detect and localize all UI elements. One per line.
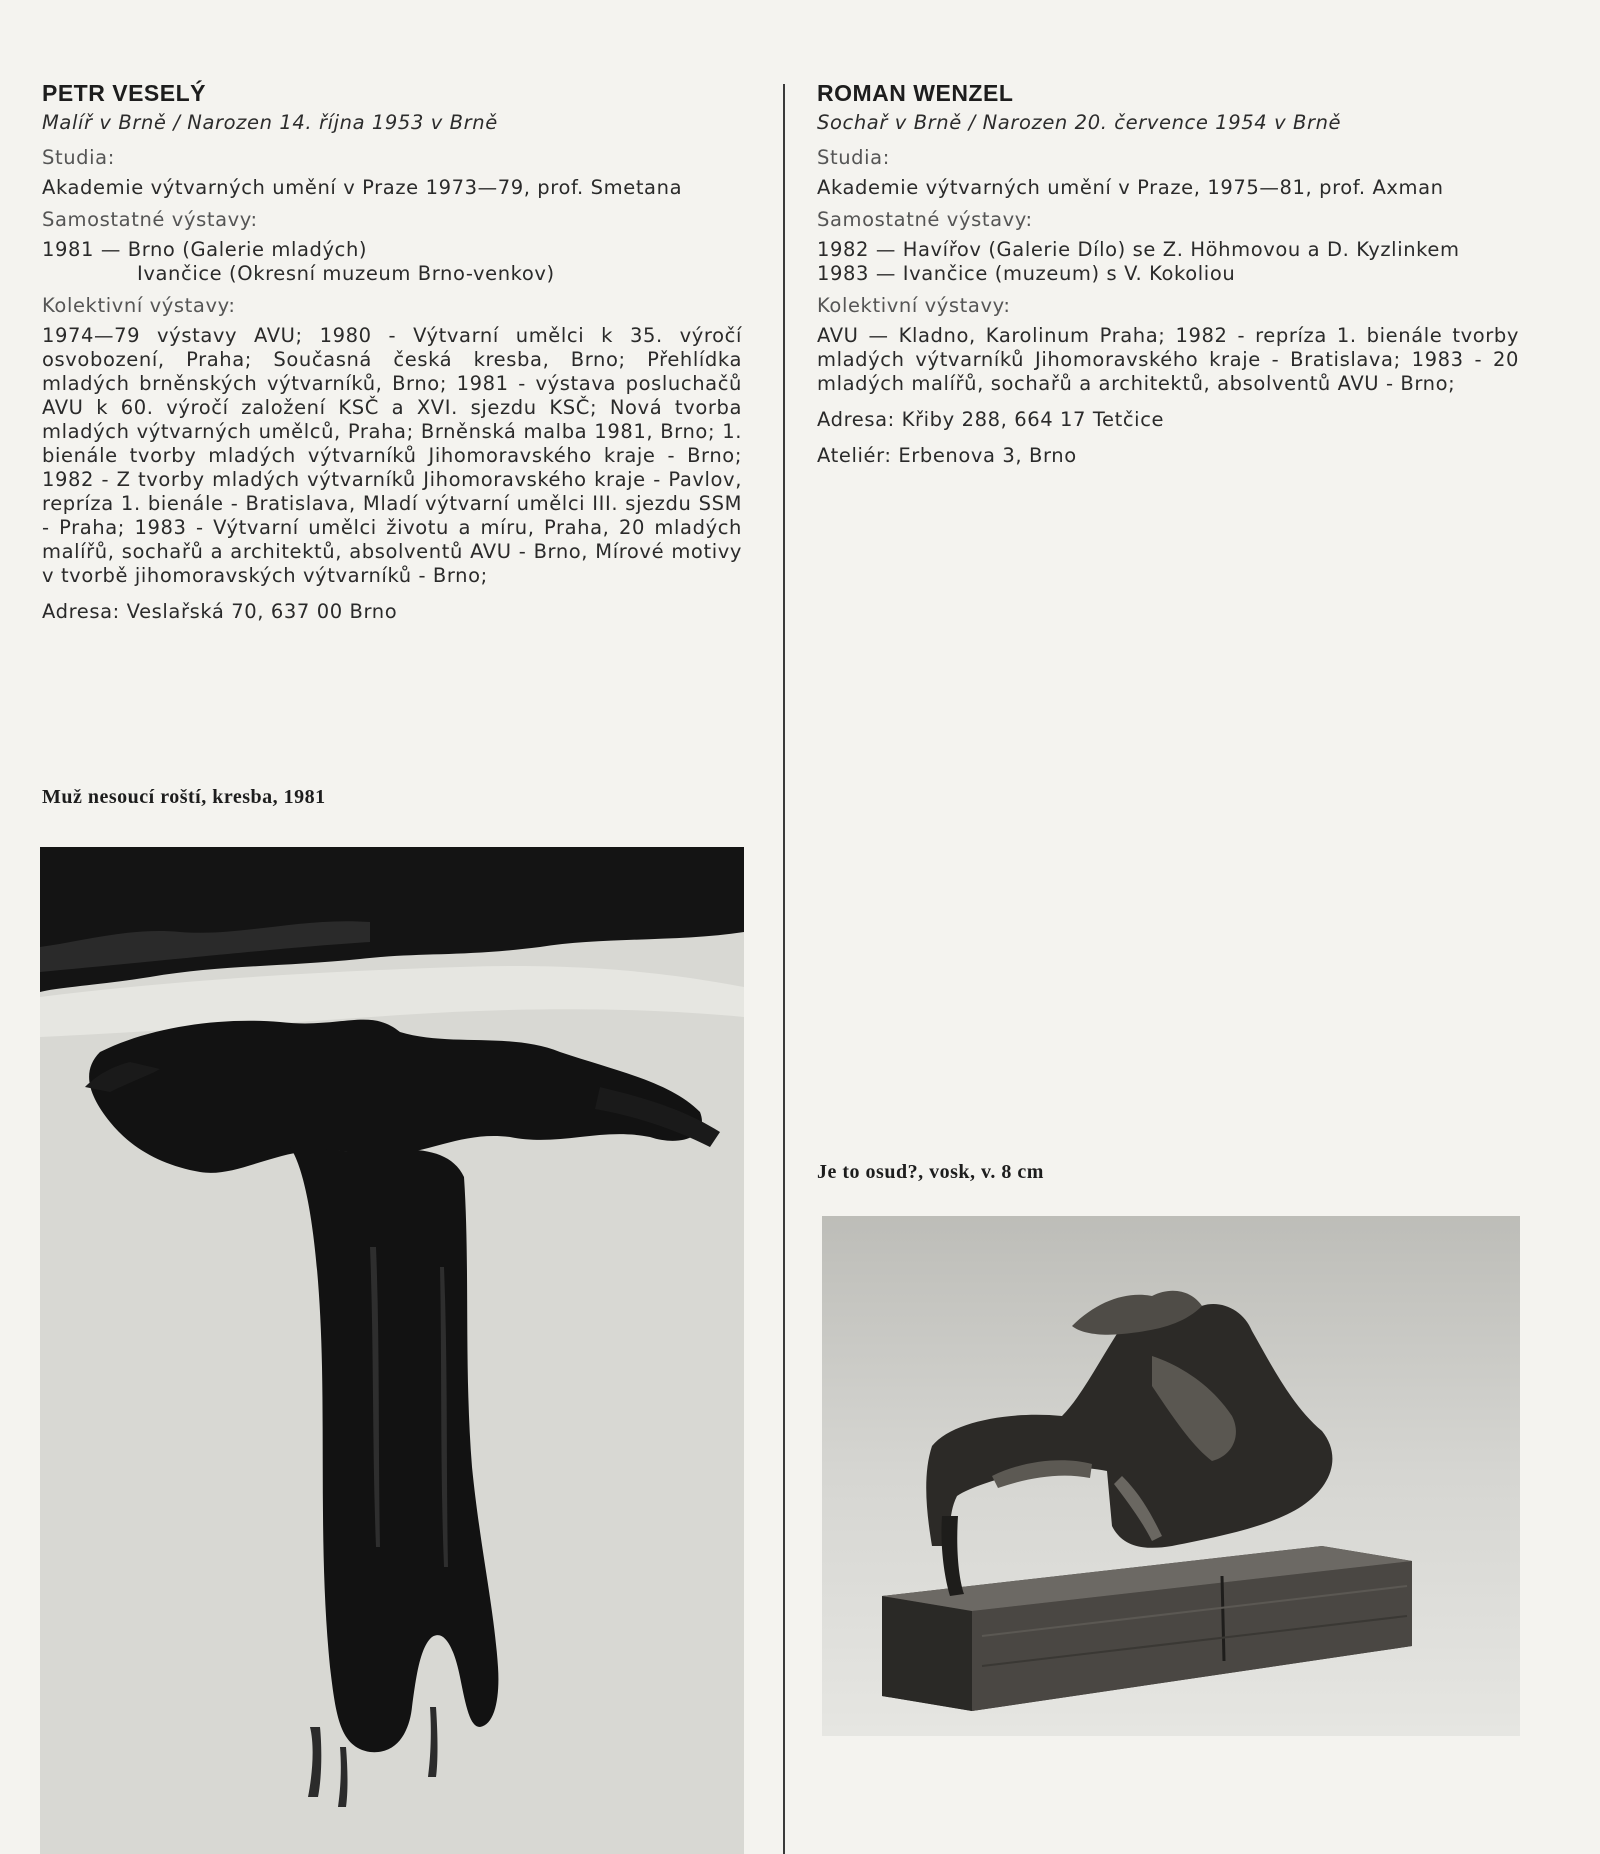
artist-name: PETR VESELÝ [42, 80, 206, 106]
atelier: Ateliér: Erbenova 3, Brno [817, 444, 1077, 467]
artwork-caption-left: Muž nesoucí roští, kresba, 1981 [42, 786, 326, 808]
artist-entry-vesely [42, 78, 742, 636]
artist-name: ROMAN WENZEL [817, 80, 1014, 106]
kolektivni-text: 1974—79 výstavy AVU; 1980 - Výtvarní umělci k 35. výročí osvobození, Praha; Současná česká kresba, Brno; Přehlídka mladých brněnských výtvarníků, Brno; 1981 - výstava posluchačů AVU k 60. výročí založení KSČ a XVI. sjezdu KSČ; Nová tvorba mladých výtvarných umělců, Praha; Brněnská malba 1981, Brno; 1. bienále tvorby mladých výtvarníků Jihomoravského kraje - Brno; 1982 - Z tvorby mladých výtvarníků Jihomoravského kraje - Pavlov, repríza 1. bienále - Bratislava, Mladí výtvarní umělci III. sjezdu SSM - Praha; 1983 - Výtvarní umělci životu a míru, Praha, 20 mladých malířů, sochařů a architektů, absolventů AVU - Brno, Mírové motivy v tvorbě jihomoravských výtvarníků - Brno; [42, 324, 742, 587]
samostatne-line: 1982 — Havířov (Galerie Dílo) se Z. Höhmovou a D. Kyzlinkem [817, 238, 1460, 261]
artwork-sculpture-photo [822, 1216, 1520, 1736]
studia-text: Akademie výtvarných umění v Praze, 1975—81, prof. Axman [817, 176, 1444, 199]
artwork-caption-right: Je to osud?, vosk, v. 8 cm [817, 1161, 1044, 1183]
studia-label: Studia: [817, 146, 890, 169]
studia-label: Studia: [42, 146, 115, 169]
kolektivni-label: Kolektivní výstavy: [42, 294, 236, 317]
samostatne-line: 1983 — Ivančice (muzeum) s V. Kokoliou [817, 262, 1236, 285]
samostatne-line: 1981 — Brno (Galerie mladých) [42, 238, 368, 261]
samostatne-label: Samostatné výstavy: [42, 208, 258, 231]
artist-subtitle: Sochař v Brně / Narozen 20. července 1954 v Brně [817, 111, 1342, 134]
artist-entry-wenzel [817, 78, 1519, 480]
kolektivni-text: AVU — Kladno, Karolinum Praha; 1982 - repríza 1. bienále tvorby mladých výtvarníků Jihomoravského kraje - Bratislava; 1983 - 20 mladých malířů, sochařů a architektů, absolventů AVU - Brno; [817, 324, 1519, 395]
column-divider [783, 84, 785, 1854]
samostatne-line: Ivančice (Okresní muzeum Brno-venkov) [137, 262, 555, 285]
adresa: Adresa: Křiby 288, 664 17 Tetčice [817, 408, 1165, 431]
kolektivni-label: Kolektivní výstavy: [817, 294, 1011, 317]
samostatne-label: Samostatné výstavy: [817, 208, 1033, 231]
studia-text: Akademie výtvarných umění v Praze 1973—79, prof. Smetana [42, 176, 683, 199]
artwork-drawing [40, 847, 744, 1854]
artist-subtitle: Malíř v Brně / Narozen 14. října 1953 v Brně [42, 111, 498, 134]
adresa: Adresa: Veslařská 70, 637 00 Brno [42, 600, 398, 623]
